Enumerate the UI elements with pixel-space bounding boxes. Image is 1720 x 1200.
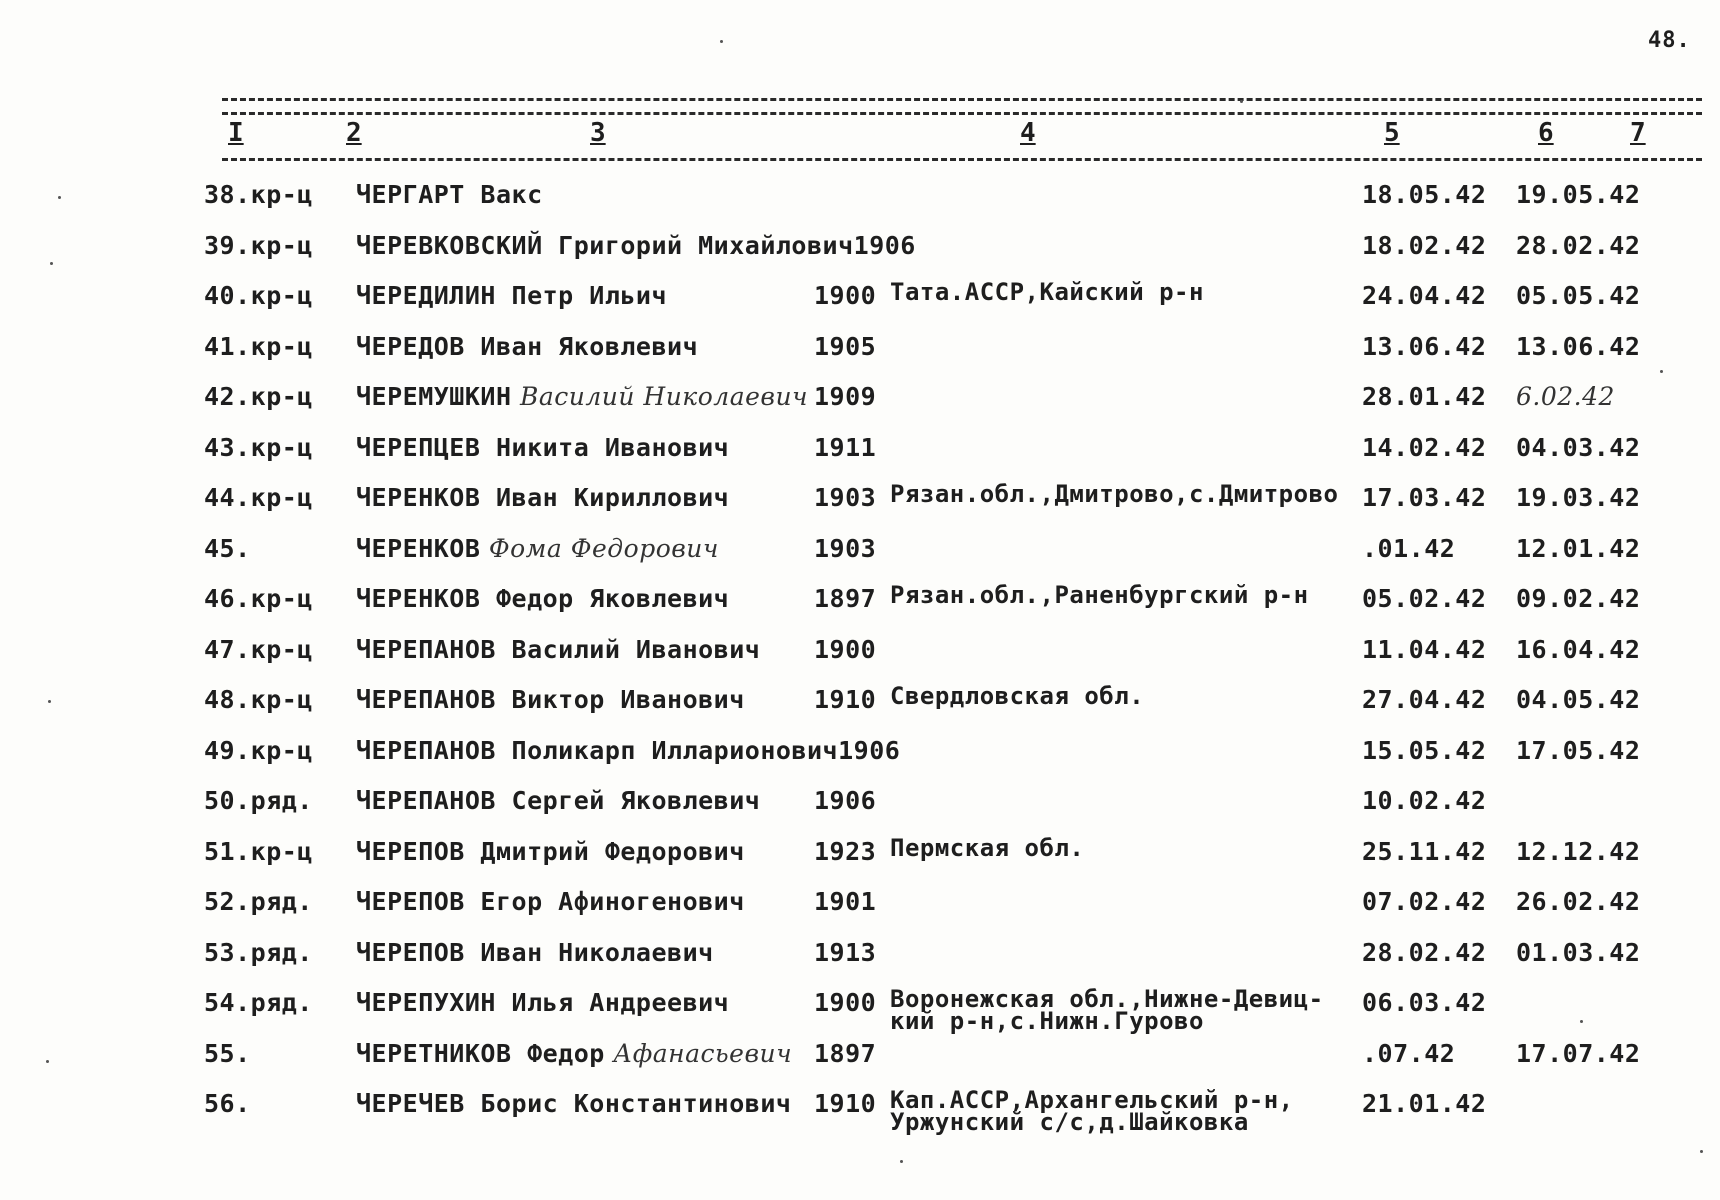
- person-name: ЧЕРЕПОВ Иван Николаевич: [356, 937, 714, 967]
- date-column-6: 05.05.42: [1516, 281, 1641, 310]
- date-column-5: 17.03.42: [1362, 483, 1487, 512]
- row-number: 42.кр-ц: [204, 382, 313, 411]
- person-name: ЧЕРЕПАНОВ Василий Иванович: [356, 634, 761, 664]
- column-number-5: 5: [1384, 118, 1400, 148]
- date-column-5: 18.05.42: [1362, 180, 1487, 209]
- birth-year: 1910: [814, 685, 877, 714]
- person-name: ЧЕРЕЧЕВ Борис Константинович: [356, 1089, 792, 1118]
- table-row: [0, 635, 1720, 685]
- date-column-5: 24.04.42: [1362, 281, 1487, 310]
- row-number: 55.: [204, 1038, 251, 1068]
- person-name: ЧЕРЕПАНОВ Поликарп Илларионович1906: [356, 735, 901, 765]
- birth-year: 1905: [814, 331, 877, 361]
- date-column-5: 28.02.42: [1362, 937, 1487, 967]
- date-column-5: 21.01.42: [1362, 1089, 1487, 1118]
- birth-year: 1901: [814, 887, 877, 916]
- table-row: [0, 480, 1720, 533]
- top-dashed-rule-2: [222, 112, 1702, 115]
- scan-speck: [48, 700, 51, 703]
- date-column-5: .01.42: [1362, 533, 1456, 563]
- row-number: 51.кр-ц: [204, 836, 313, 866]
- table-row: [0, 786, 1720, 836]
- scan-speck: [1700, 1150, 1703, 1153]
- date-column-5: 27.04.42: [1362, 685, 1487, 714]
- date-column-6: 09.02.42: [1516, 584, 1641, 613]
- column-number-1: I: [228, 118, 244, 148]
- birth-year: 1913: [814, 937, 877, 967]
- person-name: ЧЕРЕДИЛИН Петр Ильич: [356, 281, 668, 310]
- table-row: [0, 1086, 1720, 1139]
- date-column-6: 13.06.42: [1516, 331, 1641, 361]
- column-number-2: 2: [346, 118, 362, 148]
- birth-year: 1910: [814, 1089, 877, 1118]
- table-row: [0, 682, 1720, 735]
- table-row: [0, 736, 1720, 786]
- birth-year: 1903: [814, 533, 877, 563]
- date-column-6: 26.02.42: [1516, 887, 1641, 916]
- date-column-6: 19.03.42: [1516, 483, 1641, 512]
- date-column-5: 06.03.42: [1362, 988, 1487, 1017]
- table-row: [0, 938, 1720, 988]
- row-number: 44.кр-ц: [204, 483, 313, 512]
- row-number: 40.кр-ц: [204, 281, 313, 310]
- row-number: 47.кр-ц: [204, 634, 313, 664]
- person-name: ЧЕРЕПОВ Дмитрий Федорович: [356, 836, 745, 866]
- row-number: 43.кр-ц: [204, 432, 313, 462]
- date-column-5: .07.42: [1362, 1038, 1456, 1068]
- header-dashed-rule: [222, 158, 1702, 161]
- row-number: 38.кр-ц: [204, 180, 313, 209]
- date-column-6: 01.03.42: [1516, 937, 1641, 967]
- table-row: [0, 231, 1720, 281]
- person-name: ЧЕРЕПОВ Егор Афиногенович: [356, 887, 745, 916]
- table-row: [0, 332, 1720, 382]
- birth-place: Тата.АССР,Кайский р-н: [890, 278, 1204, 306]
- date-column-5: 07.02.42: [1362, 887, 1487, 916]
- date-column-6: 6.02.42: [1516, 382, 1615, 411]
- scan-speck: [1580, 1020, 1583, 1023]
- birth-year: 1897: [814, 1038, 877, 1068]
- birth-place: Свердловская обл.: [890, 682, 1145, 710]
- table-row: [0, 887, 1720, 937]
- row-number: 54.ряд.: [204, 988, 313, 1017]
- row-number: 48.кр-ц: [204, 685, 313, 714]
- table-row: [0, 180, 1720, 230]
- person-name: ЧЕРЕПАНОВ Сергей Яковлевич: [356, 786, 761, 815]
- column-number-4: 4: [1020, 118, 1036, 148]
- person-name: ЧЕРЕВКОВСКИЙ Григорий Михайлович1906: [356, 230, 916, 260]
- column-number-3: 3: [590, 118, 606, 148]
- birth-year: 1900: [814, 281, 877, 310]
- person-name: ЧЕРЕНКОВ Федор Яковлевич: [356, 584, 730, 613]
- birth-year: 1900: [814, 988, 877, 1017]
- date-column-5: 05.02.42: [1362, 584, 1487, 613]
- date-column-6: 17.07.42: [1516, 1038, 1641, 1068]
- date-column-5: 11.04.42: [1362, 634, 1487, 664]
- date-column-6: 16.04.42: [1516, 634, 1641, 664]
- date-column-5: 25.11.42: [1362, 836, 1487, 866]
- table-row: [0, 278, 1720, 331]
- scan-speck: [1240, 100, 1243, 103]
- table-row: [0, 1039, 1720, 1089]
- birth-place: Рязан.обл.,Раненбургский р-н: [890, 581, 1309, 609]
- row-number: 46.кр-ц: [204, 584, 313, 613]
- date-column-6: 28.02.42: [1516, 230, 1641, 260]
- scan-speck: [900, 1160, 903, 1163]
- birth-year: 1897: [814, 584, 877, 613]
- date-column-6: 19.05.42: [1516, 180, 1641, 209]
- row-number: 45.: [204, 533, 251, 563]
- birth-place: Воронежская обл.,Нижне-Девиц-кий р-н,с.Нижн.Гурово: [890, 985, 1324, 1035]
- table-row: [0, 581, 1720, 634]
- birth-year: 1900: [814, 634, 877, 664]
- row-number: 39.кр-ц: [204, 230, 313, 260]
- person-name: ЧЕРЕПАНОВ Виктор Иванович: [356, 685, 745, 714]
- scan-speck: [58, 196, 61, 199]
- row-number: 41.кр-ц: [204, 331, 313, 361]
- person-name: ЧЕРГАРТ Вакс: [356, 180, 543, 209]
- person-name: ЧЕРЕДОВ Иван Яковлевич: [356, 331, 699, 361]
- date-column-5: 28.01.42: [1362, 382, 1487, 411]
- date-column-6: 17.05.42: [1516, 735, 1641, 765]
- person-name: ЧЕРЕПУХИН Илья Андреевич: [356, 988, 730, 1017]
- date-column-6: 04.03.42: [1516, 432, 1641, 462]
- person-name: ЧЕРЕНКОВ Фома Федорович: [356, 533, 719, 563]
- person-name: ЧЕРЕНКОВ Иван Кириллович: [356, 483, 730, 512]
- top-dashed-rule: [222, 98, 1702, 101]
- birth-place: Рязан.обл.,Дмитрово,с.Дмитрово: [890, 480, 1339, 508]
- birth-year: 1906: [814, 786, 877, 815]
- handwritten-name: Афанасьевич: [604, 1038, 793, 1068]
- page-number: 48.: [1648, 28, 1691, 53]
- birth-year: 1909: [814, 382, 877, 411]
- column-number-7: 7: [1630, 118, 1646, 148]
- date-column-5: 18.02.42: [1362, 230, 1487, 260]
- date-column-6: 04.05.42: [1516, 685, 1641, 714]
- table-row: [0, 833, 1720, 887]
- person-name: ЧЕРЕТНИКОВ Федор Афанасьевич: [356, 1038, 793, 1068]
- table-row: [0, 534, 1720, 584]
- scan-speck: [50, 262, 53, 265]
- row-number: 50.ряд.: [204, 786, 313, 815]
- table-row: [0, 985, 1720, 1038]
- table-row: [0, 433, 1720, 483]
- date-column-5: 13.06.42: [1362, 331, 1487, 361]
- table-row: [0, 382, 1720, 432]
- birth-place: Кап.АССР,Архангельский р-н, Уржунский с/с,д.Шайковка: [890, 1086, 1294, 1136]
- birth-year: 1903: [814, 483, 877, 512]
- date-column-6: 12.12.42: [1516, 836, 1641, 866]
- scan-speck: [46, 1060, 49, 1063]
- row-number: 52.ряд.: [204, 887, 313, 916]
- date-column-5: 14.02.42: [1362, 432, 1487, 462]
- handwritten-name: Фома Федорович: [480, 533, 719, 563]
- scan-speck: [720, 40, 723, 43]
- person-name: ЧЕРЕПЦЕВ Никита Иванович: [356, 432, 730, 462]
- birth-year: 1911: [814, 432, 877, 462]
- column-number-6: 6: [1538, 118, 1554, 148]
- date-column-6: 12.01.42: [1516, 533, 1641, 563]
- birth-year: 1923: [814, 836, 877, 866]
- person-name: ЧЕРЕМУШКИН Василий Николаевич: [356, 382, 809, 411]
- row-number: 49.кр-ц: [204, 735, 313, 765]
- scan-speck: [1660, 370, 1663, 373]
- row-number: 56.: [204, 1089, 251, 1118]
- handwritten-name: Василий Николаевич: [511, 382, 809, 411]
- row-number: 53.ряд.: [204, 937, 313, 967]
- date-column-5: 15.05.42: [1362, 735, 1487, 765]
- birth-place: Пермская обл.: [890, 833, 1085, 862]
- date-column-5: 10.02.42: [1362, 786, 1487, 815]
